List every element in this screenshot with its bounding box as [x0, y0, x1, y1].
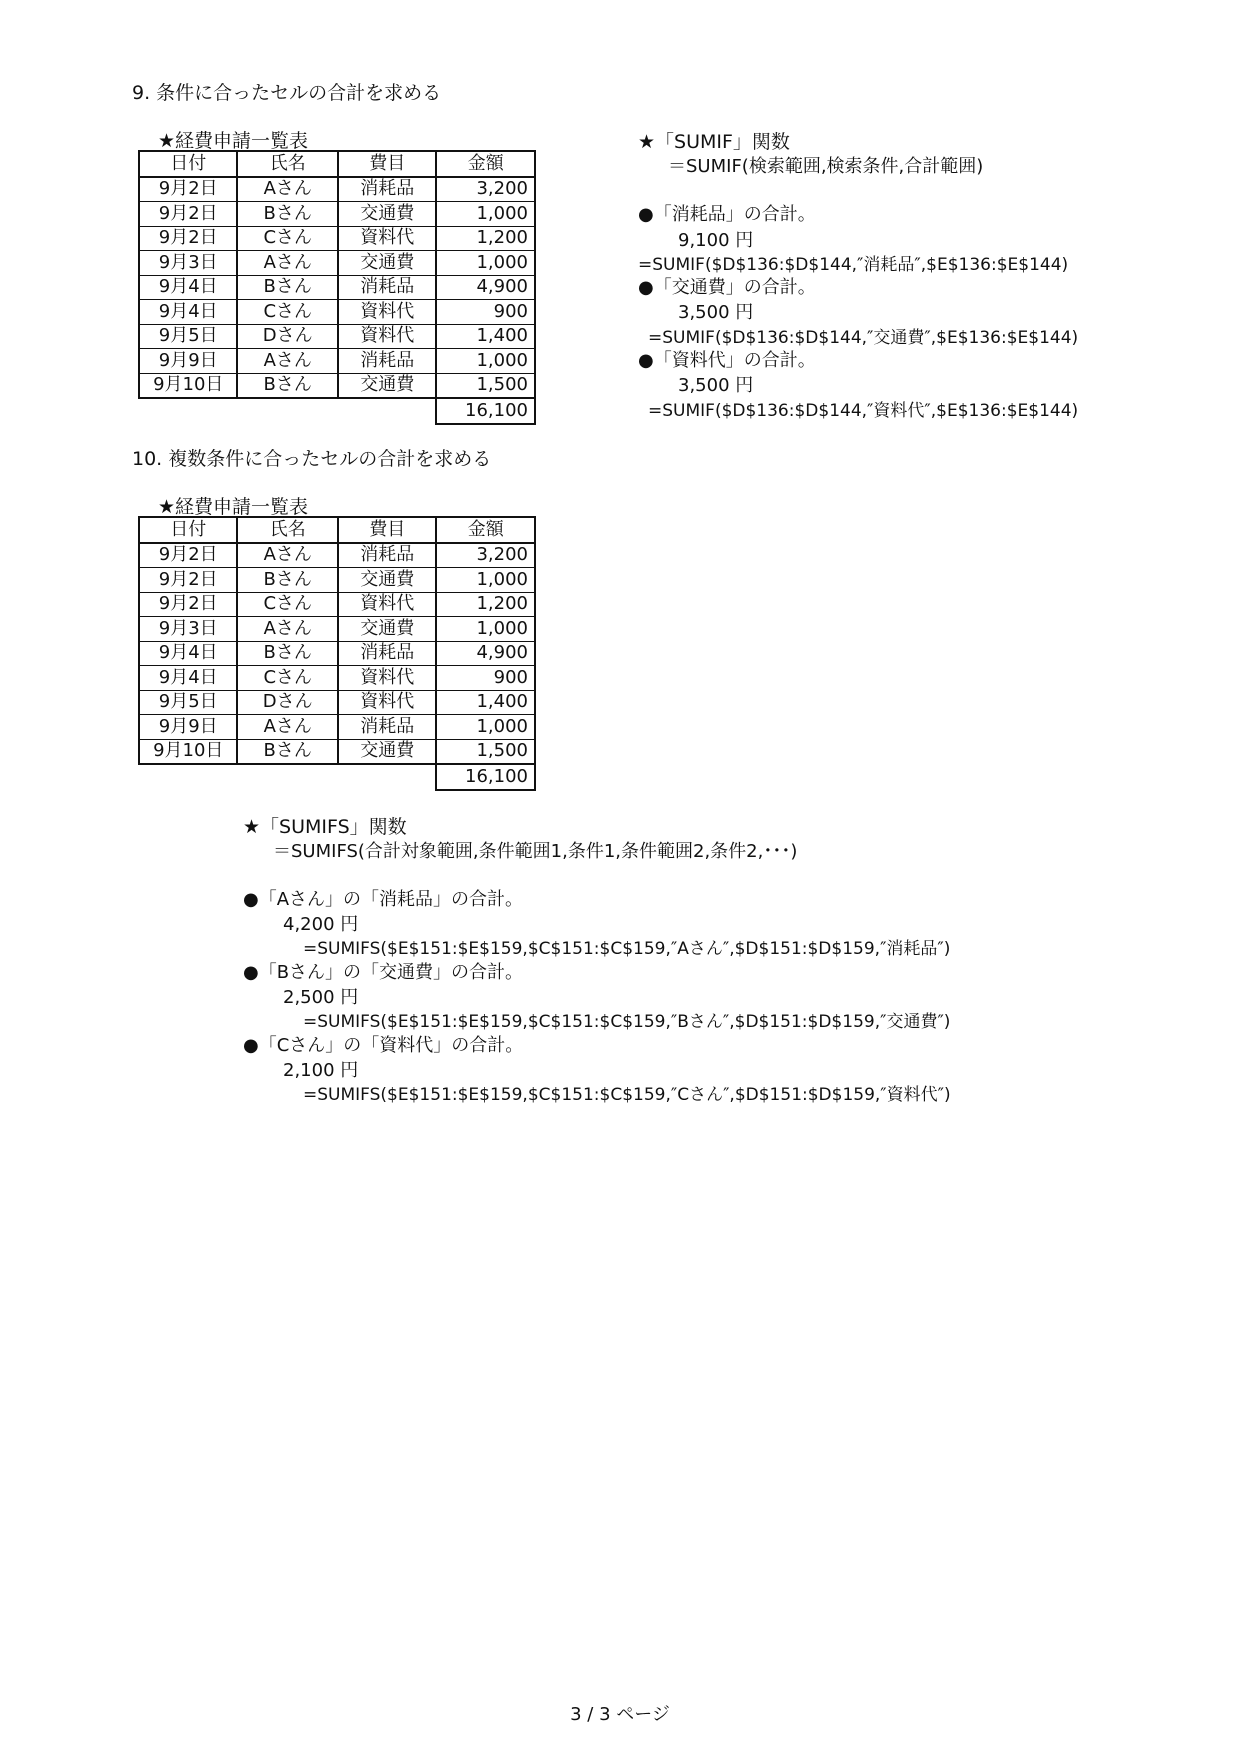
cell-date: 9月4日 [139, 275, 237, 300]
cell-date: 9月2日 [139, 177, 237, 202]
cell-category: 交通費 [338, 251, 436, 276]
cell-category: 資料代 [338, 592, 436, 617]
section10-heading: 10. 複数条件に合ったセルの合計を求める [132, 448, 492, 470]
table-row [139, 202, 535, 227]
sumifs-example-1-result: 4,200 円 [283, 914, 359, 935]
sumif-example-2-label: ●「交通費」の合計。 [638, 277, 816, 298]
empty-cell [139, 764, 237, 790]
cell-amount: 900 [436, 300, 535, 325]
cell-date: 9月2日 [139, 202, 237, 227]
total-amount: 16,100 [436, 398, 535, 424]
section10-expense-table [138, 516, 536, 791]
section10-table-caption: ★経費申請一覧表 [158, 496, 309, 518]
sumifs-example-3-formula: =SUMIFS($E$151:$E$159,$C$151:$C$159,″Cさん″,$D$151:$D$159,″資料代″) [303, 1085, 951, 1105]
sumif-example-3-formula: =SUMIF($D$136:$D$144,″資料代″,$E$136:$E$144) [648, 401, 1079, 421]
cell-amount: 3,200 [436, 177, 535, 202]
sumifs-title: ★「SUMIFS」関数 [243, 816, 407, 838]
cell-category: 交通費 [338, 739, 436, 764]
column-header-date: 日付 [139, 517, 237, 543]
sumif-example-1-result: 9,100 円 [678, 230, 754, 251]
cell-amount: 1,400 [436, 324, 535, 349]
cell-date: 9月5日 [139, 690, 237, 715]
cell-name: Aさん [237, 617, 338, 642]
cell-date: 9月3日 [139, 617, 237, 642]
table-row [139, 739, 535, 764]
column-header-amount: 金額 [436, 517, 535, 543]
table-row [139, 373, 535, 398]
cell-date: 9月3日 [139, 251, 237, 276]
sumifs-example-1-label: ●「Aさん」の「消耗品」の合計。 [243, 889, 524, 910]
cell-amount: 1,000 [436, 349, 535, 374]
cell-category: 消耗品 [338, 275, 436, 300]
cell-amount: 1,000 [436, 251, 535, 276]
empty-cell [338, 764, 436, 790]
cell-amount: 1,200 [436, 226, 535, 251]
table-row [139, 324, 535, 349]
table-row [139, 641, 535, 666]
cell-category: 資料代 [338, 300, 436, 325]
cell-name: Aさん [237, 251, 338, 276]
cell-name: Aさん [237, 349, 338, 374]
page-number: 3 / 3 ページ [570, 1704, 670, 1725]
cell-date: 9月2日 [139, 592, 237, 617]
cell-name: Aさん [237, 715, 338, 740]
table-row [139, 177, 535, 202]
total-amount: 16,100 [436, 764, 535, 790]
sumif-example-3-result: 3,500 円 [678, 375, 754, 396]
column-header-name: 氏名 [237, 151, 338, 177]
table-row [139, 349, 535, 374]
section9-heading: 9. 条件に合ったセルの合計を求める [132, 82, 442, 104]
cell-amount: 900 [436, 666, 535, 691]
table-row [139, 617, 535, 642]
cell-amount: 1,000 [436, 617, 535, 642]
cell-amount: 1,400 [436, 690, 535, 715]
table-row [139, 226, 535, 251]
cell-date: 9月5日 [139, 324, 237, 349]
cell-date: 9月10日 [139, 373, 237, 398]
cell-category: 交通費 [338, 373, 436, 398]
cell-amount: 1,000 [436, 715, 535, 740]
cell-name: Cさん [237, 300, 338, 325]
sumif-example-1-label: ●「消耗品」の合計。 [638, 204, 816, 225]
table-row [139, 715, 535, 740]
cell-date: 9月4日 [139, 300, 237, 325]
cell-name: Aさん [237, 543, 338, 568]
column-header-date: 日付 [139, 151, 237, 177]
cell-category: 交通費 [338, 617, 436, 642]
sumif-example-1-formula: =SUMIF($D$136:$D$144,″消耗品″,$E$136:$E$144) [638, 255, 1069, 275]
table-row [139, 666, 535, 691]
cell-date: 9月9日 [139, 349, 237, 374]
cell-category: 資料代 [338, 690, 436, 715]
cell-name: Dさん [237, 324, 338, 349]
total-row [139, 764, 535, 790]
empty-cell [237, 764, 338, 790]
cell-name: Cさん [237, 592, 338, 617]
table-header-row [139, 151, 535, 177]
cell-name: Aさん [237, 177, 338, 202]
sumifs-example-2-result: 2,500 円 [283, 987, 359, 1008]
cell-amount: 1,200 [436, 592, 535, 617]
empty-cell [338, 398, 436, 424]
section9-table-body [139, 177, 535, 424]
cell-date: 9月2日 [139, 543, 237, 568]
cell-amount: 1,000 [436, 568, 535, 593]
cell-category: 資料代 [338, 666, 436, 691]
cell-name: Bさん [237, 739, 338, 764]
cell-date: 9月9日 [139, 715, 237, 740]
table-header-row [139, 517, 535, 543]
cell-category: 消耗品 [338, 715, 436, 740]
empty-cell [237, 398, 338, 424]
column-header-category: 費目 [338, 517, 436, 543]
section9-table-caption: ★経費申請一覧表 [158, 130, 309, 152]
cell-amount: 4,900 [436, 275, 535, 300]
cell-amount: 4,900 [436, 641, 535, 666]
cell-date: 9月2日 [139, 568, 237, 593]
cell-category: 消耗品 [338, 177, 436, 202]
section9-expense-table [138, 150, 536, 425]
cell-category: 資料代 [338, 324, 436, 349]
table-row [139, 251, 535, 276]
cell-name: Bさん [237, 568, 338, 593]
sumif-example-3-label: ●「資料代」の合計。 [638, 350, 816, 371]
column-header-amount: 金額 [436, 151, 535, 177]
cell-date: 9月10日 [139, 739, 237, 764]
cell-date: 9月4日 [139, 641, 237, 666]
sumif-example-2-result: 3,500 円 [678, 302, 754, 323]
cell-category: 資料代 [338, 226, 436, 251]
sumifs-example-3-label: ●「Cさん」の「資料代」の合計。 [243, 1035, 524, 1056]
cell-amount: 3,200 [436, 543, 535, 568]
table-row [139, 592, 535, 617]
cell-name: Cさん [237, 666, 338, 691]
column-header-category: 費目 [338, 151, 436, 177]
cell-category: 交通費 [338, 568, 436, 593]
cell-amount: 1,500 [436, 373, 535, 398]
cell-date: 9月2日 [139, 226, 237, 251]
cell-category: 交通費 [338, 202, 436, 227]
sumifs-example-2-formula: =SUMIFS($E$151:$E$159,$C$151:$C$159,″Bさん″,$D$151:$D$159,″交通費″) [303, 1012, 951, 1032]
table-row [139, 300, 535, 325]
cell-name: Dさん [237, 690, 338, 715]
section10-table-body [139, 543, 535, 790]
cell-name: Bさん [237, 202, 338, 227]
cell-name: Bさん [237, 641, 338, 666]
table-row [139, 543, 535, 568]
sumif-example-2-formula: =SUMIF($D$136:$D$144,″交通費″,$E$136:$E$144) [648, 328, 1079, 348]
cell-date: 9月4日 [139, 666, 237, 691]
table-row [139, 568, 535, 593]
cell-name: Bさん [237, 373, 338, 398]
sumifs-example-3-result: 2,100 円 [283, 1060, 359, 1081]
cell-category: 消耗品 [338, 349, 436, 374]
cell-name: Bさん [237, 275, 338, 300]
cell-amount: 1,500 [436, 739, 535, 764]
sumif-title: ★「SUMIF」関数 [638, 131, 790, 153]
total-row [139, 398, 535, 424]
cell-category: 消耗品 [338, 543, 436, 568]
table-row [139, 275, 535, 300]
sumifs-example-2-label: ●「Bさん」の「交通費」の合計。 [243, 962, 524, 983]
cell-name: Cさん [237, 226, 338, 251]
empty-cell [139, 398, 237, 424]
sumifs-example-1-formula: =SUMIFS($E$151:$E$159,$C$151:$C$159,″Aさん″,$D$151:$D$159,″消耗品″) [303, 939, 951, 959]
sumifs-syntax: ＝SUMIFS(合計対象範囲,条件範囲1,条件1,条件範囲2,条件2,･･･) [273, 841, 798, 862]
column-header-name: 氏名 [237, 517, 338, 543]
sumif-syntax: ＝SUMIF(検索範囲,検索条件,合計範囲) [668, 156, 984, 177]
cell-category: 消耗品 [338, 641, 436, 666]
table-row [139, 690, 535, 715]
cell-amount: 1,000 [436, 202, 535, 227]
